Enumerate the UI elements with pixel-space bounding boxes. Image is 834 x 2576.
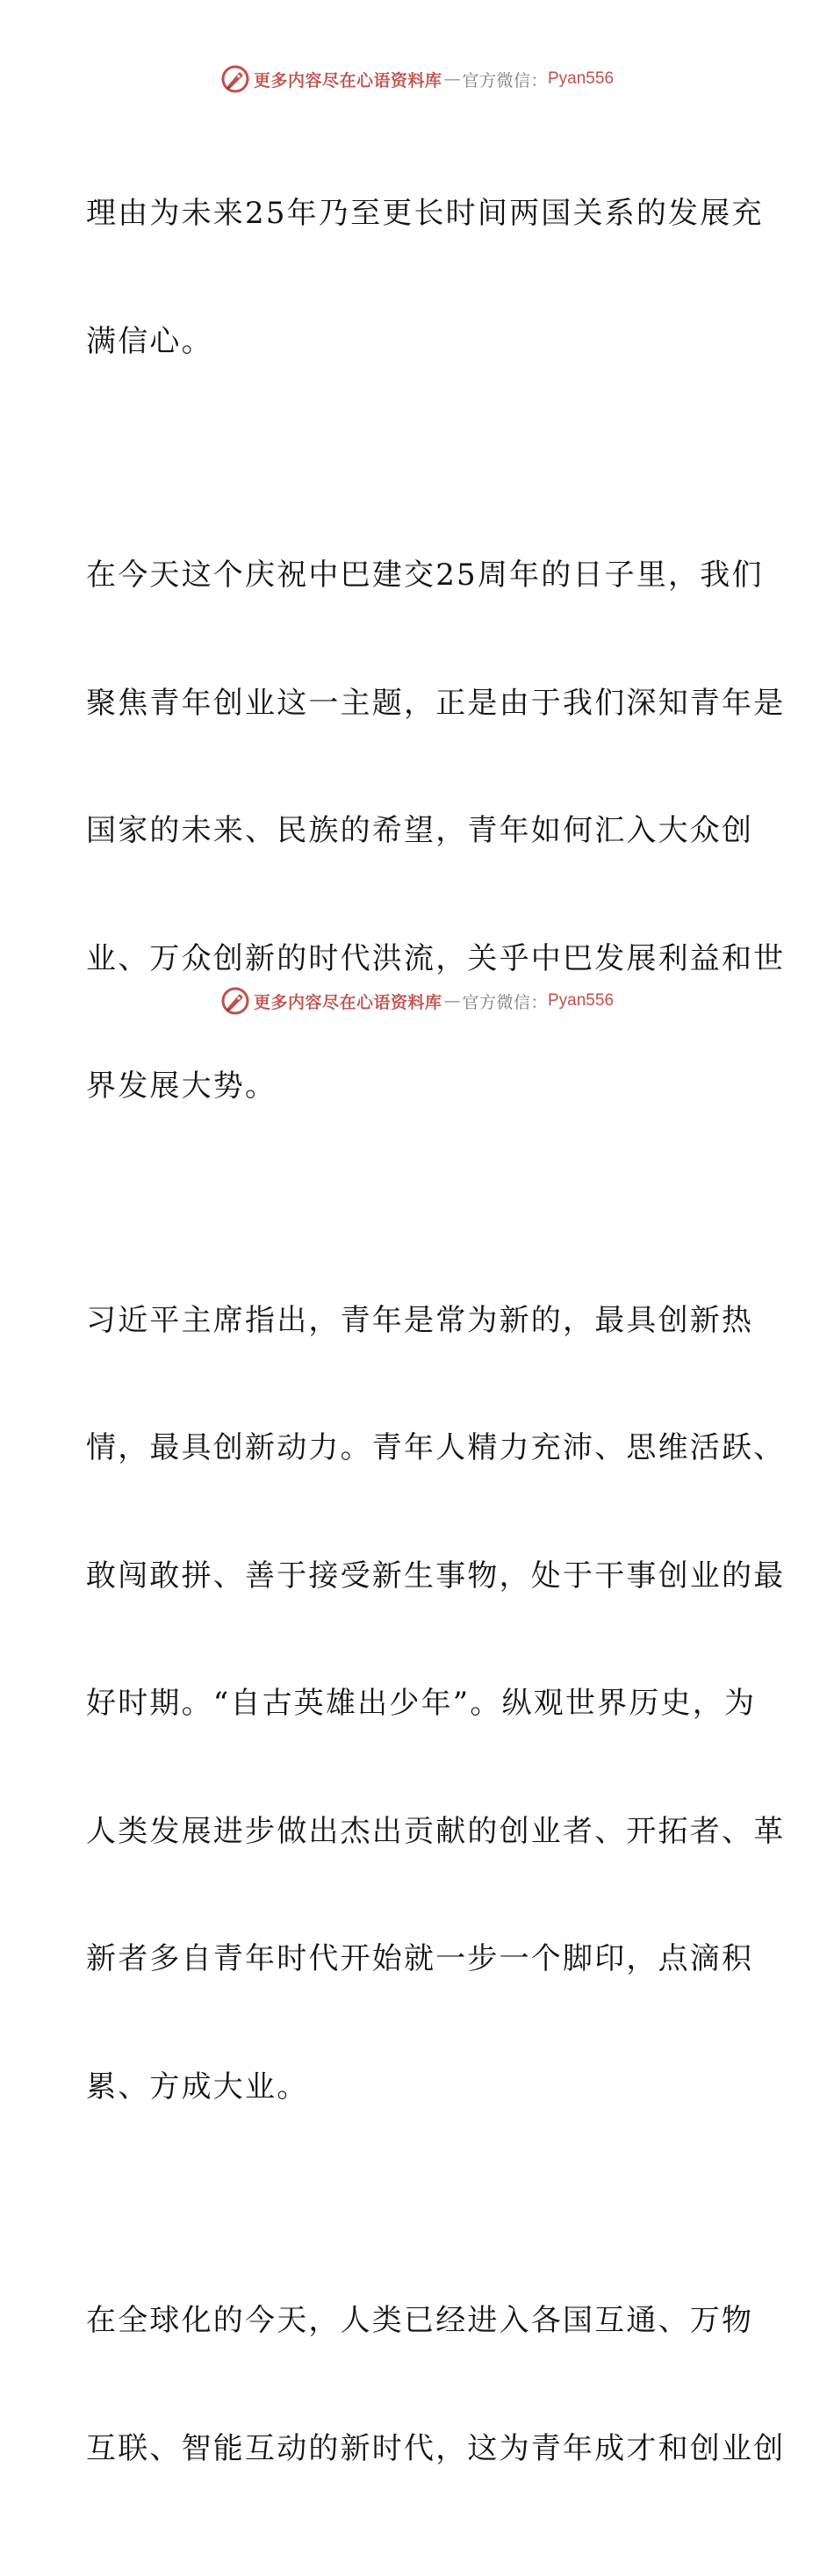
text-line: 好时期。“自古英雄出少年”。纵观世界历史，为 <box>86 1686 757 1721</box>
pen-nib-logo-icon <box>220 986 250 1016</box>
article-body <box>86 107 786 2576</box>
paragraph <box>86 2214 786 2555</box>
pen-nib-logo-icon <box>220 64 250 94</box>
banner-wechat-label: 官方微信： <box>462 70 548 90</box>
banner-separator: — <box>443 69 461 89</box>
text-line: 国家的未来、民族的希望，青年如何汇入大众创 <box>86 813 754 848</box>
text-line: 在全球化的今天，人类已经进入各国互通、万物 <box>86 2303 754 2338</box>
text-line: 人类发展进步做出杰出贡献的创业者、开拓者、革 <box>86 1813 786 1849</box>
text-line: 新者多自青年时代开始就一步一个脚印，点滴积 <box>86 1941 754 1976</box>
banner-separator: — <box>443 991 461 1011</box>
banner-site-name: 更多内容尽在心语资料库 <box>253 992 442 1012</box>
text-line: 在今天这个庆祝中巴建交25周年的日子里，我们 <box>86 558 764 593</box>
banner-wechat-id: Pyan556 <box>548 69 615 88</box>
text-line: 业、万众创新的时代洪流，关乎中巴发展利益和世 <box>86 940 786 976</box>
paragraph <box>86 469 786 1193</box>
text-line: 理由为未来25年乃至更长时间两国关系的发展充 <box>86 196 764 231</box>
text-line: 满信心。 <box>86 323 213 359</box>
text-line: 累、方成大业。 <box>86 2069 309 2105</box>
text-line: 情，最具创新动力。青年人精力充沛、思维活跃、 <box>86 1430 786 1465</box>
text-line: 聚焦青年创业这一主题，正是由于我们深知青年是 <box>86 685 786 721</box>
text-line: 互联、智能互动的新时代，这为青年成才和创业创 <box>86 2430 786 2466</box>
text-line: 界发展大势。 <box>86 1069 277 1104</box>
paragraph <box>86 107 764 448</box>
banner-wechat-id: Pyan556 <box>548 991 615 1010</box>
header-banner <box>0 61 834 97</box>
banner-wechat-label: 官方微信： <box>462 992 548 1012</box>
footer-banner <box>0 983 834 1018</box>
text-line: 敢闯敢拼、善于接受新生事物，处于干事创业的最 <box>86 1558 786 1594</box>
banner-site-name: 更多内容尽在心语资料库 <box>253 70 442 90</box>
paragraph <box>86 1214 786 2194</box>
text-line: 习近平主席指出，青年是常为新的，最具创新热 <box>86 1302 754 1338</box>
